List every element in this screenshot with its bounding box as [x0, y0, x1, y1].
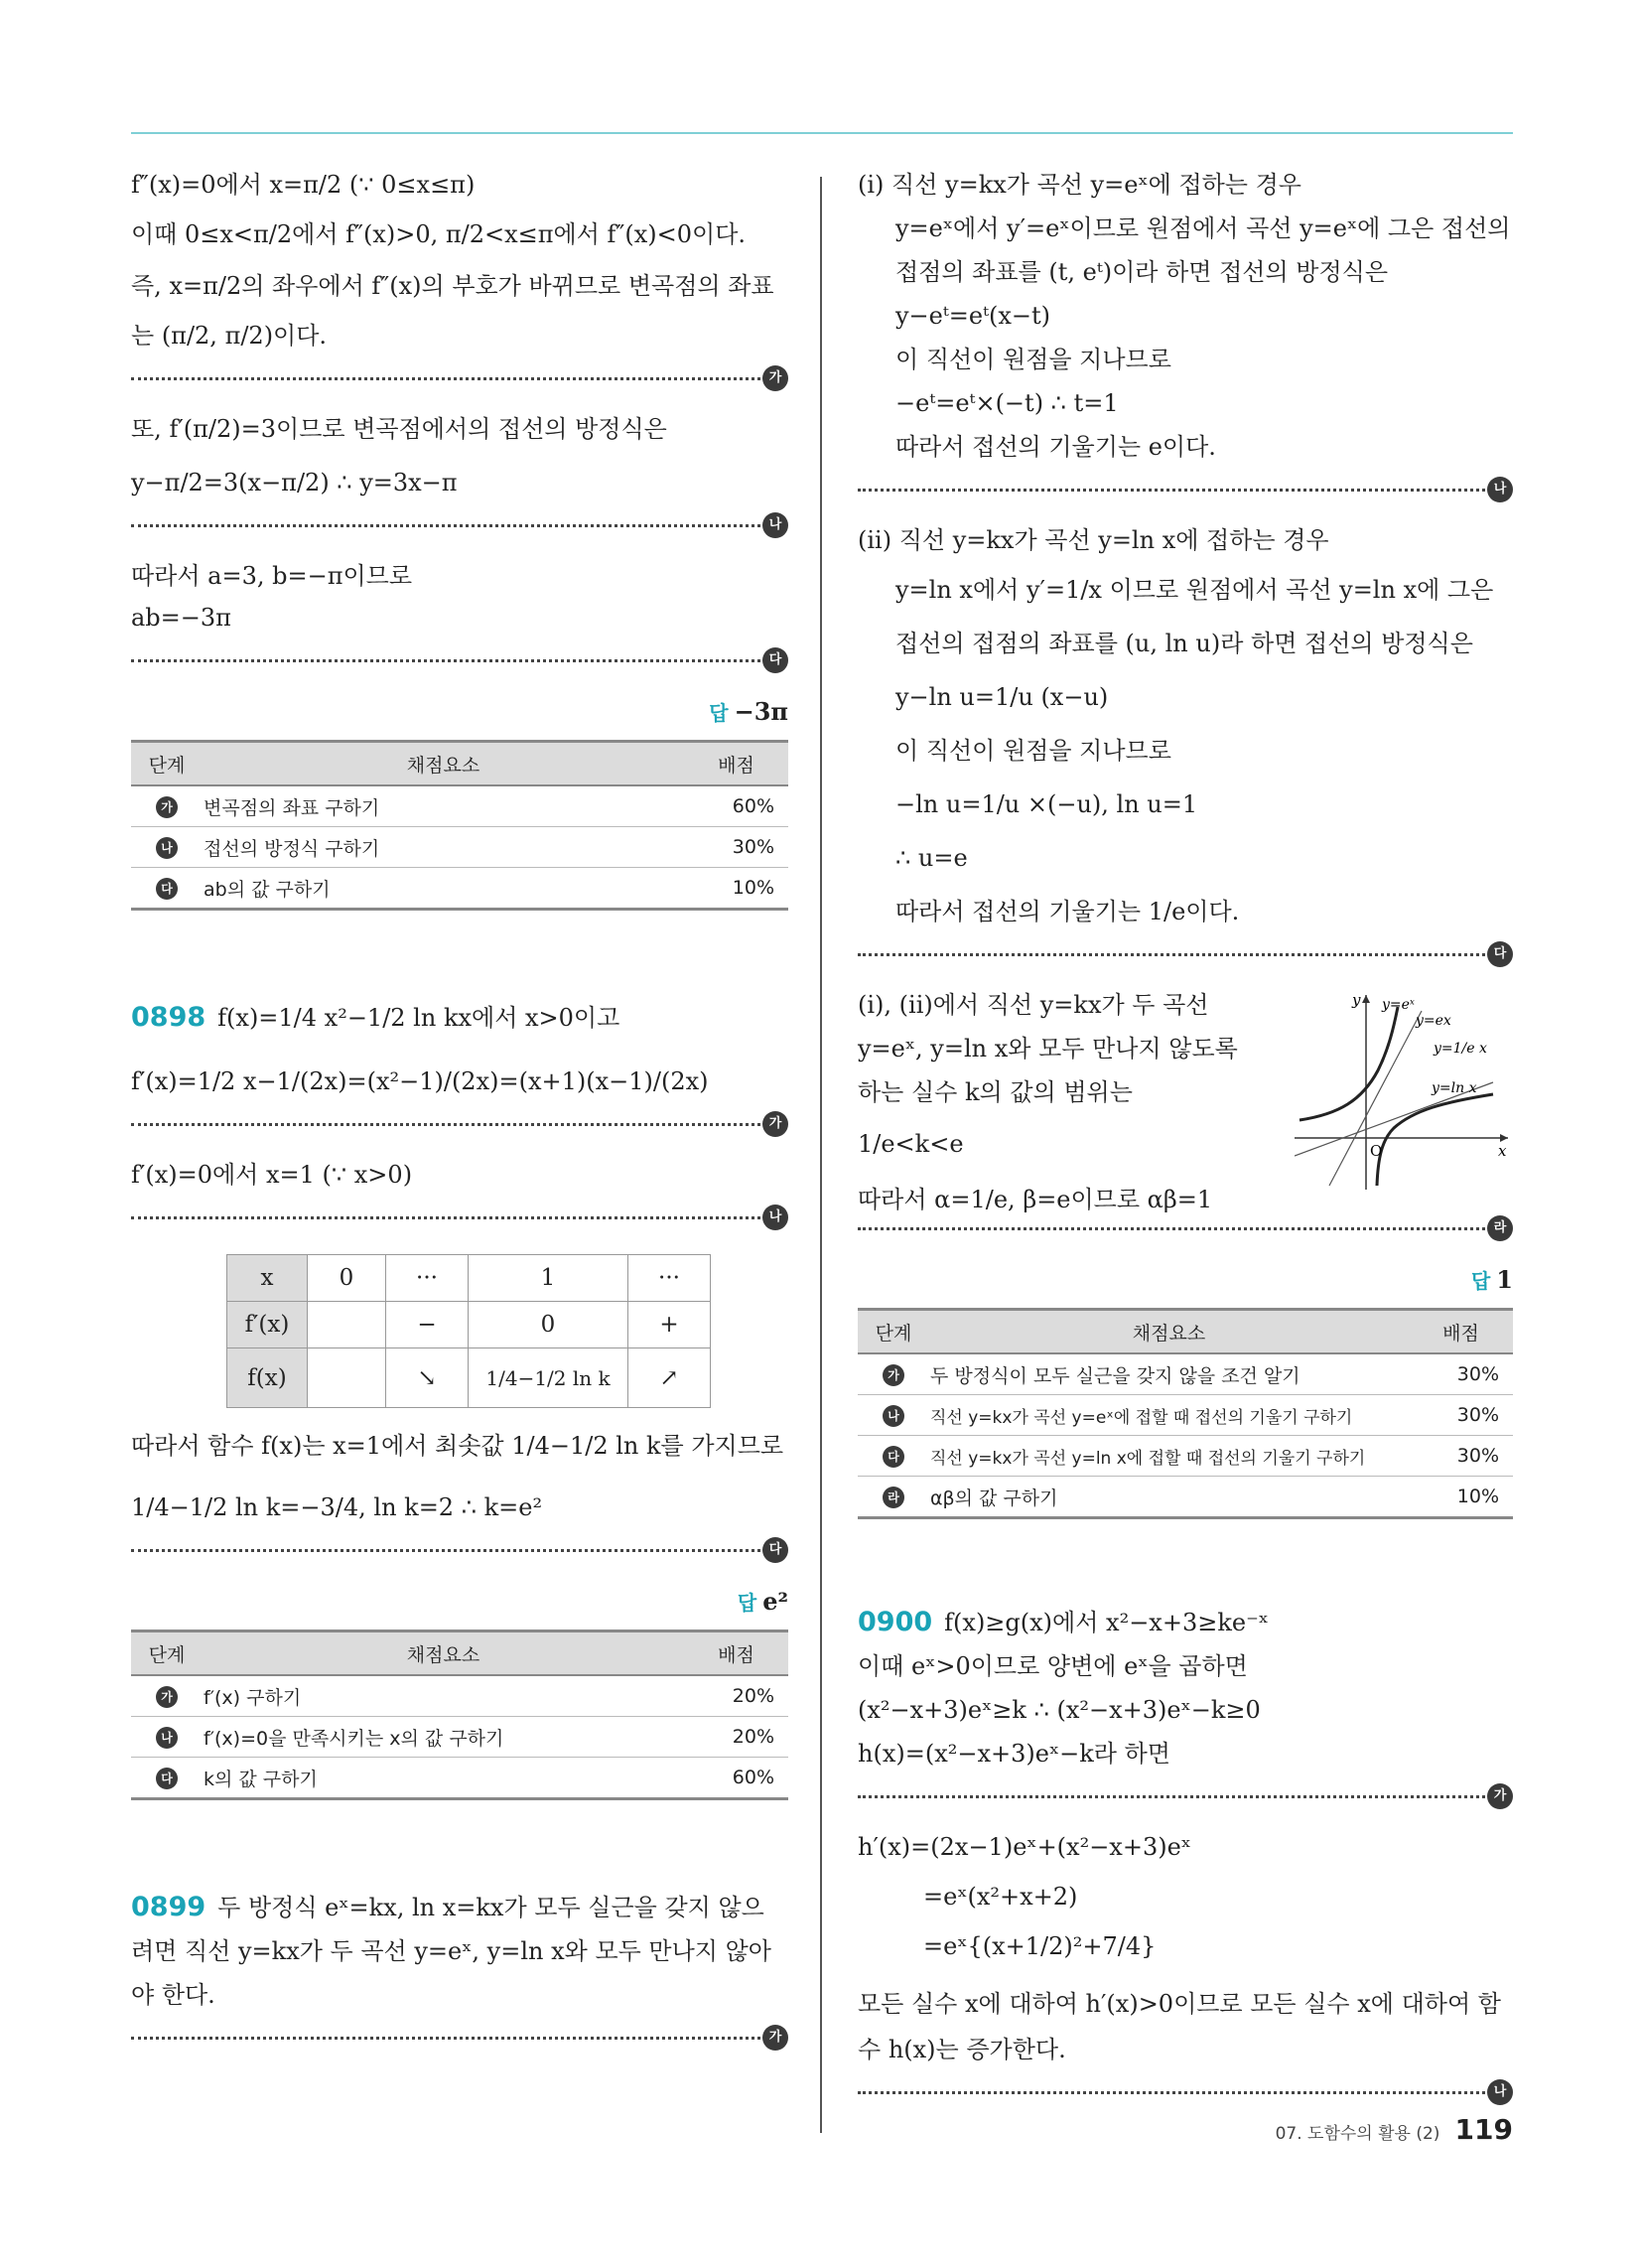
answer-0897 — [131, 697, 788, 726]
step-separator — [131, 1533, 788, 1567]
table-row — [131, 1717, 788, 1758]
step-mark-da: 다 — [1487, 941, 1513, 967]
left-column — [131, 171, 788, 2074]
table-row — [131, 1675, 788, 1717]
table-cell: 10% — [1409, 1477, 1513, 1518]
table-cell: αβ의 값 구하기 — [929, 1477, 1409, 1518]
th-points: 배점 — [684, 742, 788, 786]
table-cell: ↗ — [628, 1348, 711, 1408]
table-cell: − — [386, 1302, 469, 1348]
scoring-table-0898 — [131, 1630, 788, 1800]
text-line: −ln u=1/u ×(−u), ln u=1 — [895, 790, 1198, 818]
page-number: 119 — [1454, 2113, 1513, 2146]
text-line: y−ln u=1/u (x−u) — [895, 683, 1109, 711]
top-rule — [131, 132, 1513, 134]
step-mark-na: 나 — [1487, 2079, 1513, 2105]
problem-number: 0898 — [131, 1002, 206, 1033]
th-points: 배점 — [1409, 1310, 1513, 1354]
text-line: 따라서 a=3, b=−π이므로 — [131, 562, 413, 590]
text-line: 이 직선이 원점을 지나므로 — [895, 346, 1171, 373]
x-axis-label: x — [1498, 1142, 1507, 1160]
step-mark-na: 나 — [1487, 477, 1513, 502]
text-line: f(x)≥g(x)에서 x²−x+3≥ke⁻ˣ — [944, 1609, 1269, 1636]
text-line: f′(x)=0에서 x=1 (∵ x>0) — [131, 1161, 413, 1189]
text-line: f(x)=1/4 x²−1/2 ln kx에서 x>0이고 — [217, 1004, 620, 1032]
step-separator — [131, 643, 788, 677]
step-mark-da: 다 — [762, 647, 788, 673]
table-cell: 30% — [1409, 1436, 1513, 1477]
table-row — [131, 785, 788, 827]
answer-label: 답 — [737, 1591, 757, 1615]
table-cell: f′(x)=0을 만족시키는 x의 값 구하기 — [203, 1717, 684, 1758]
text-line: 두 방정식 eˣ=kx, ln x=kx가 모두 실근을 갖지 않으 — [217, 1894, 764, 1921]
problem-number: 0899 — [131, 1892, 206, 1922]
table-cell: 직선 y=kx가 곡선 y=eˣ에 접할 때 접선의 기울기 구하기 — [929, 1395, 1409, 1436]
problem-0898-line — [131, 1004, 788, 1032]
line-ex-label: y=ex — [1416, 1013, 1451, 1029]
text-line: ∴ u=e — [895, 844, 968, 872]
step-mark: 다 — [883, 1446, 904, 1468]
answer-label: 답 — [709, 701, 729, 725]
step-mark: 나 — [156, 1727, 178, 1749]
scoring-table-0897 — [131, 740, 788, 911]
table-cell: 1/4−1/2 ln k — [469, 1348, 628, 1408]
text-line: f″(x)=0에서 x=π/2 (∵ 0≤x≤π) — [131, 171, 476, 199]
step-mark-ga: 가 — [1487, 1783, 1513, 1809]
table-row — [131, 868, 788, 910]
text-line: 이때 0≤x<π/2에서 f″(x)>0, π/2<x≤π에서 f″(x)<0이다. — [131, 220, 747, 248]
table-cell: ab의 값 구하기 — [203, 868, 684, 910]
text-line: h′(x)=(2x−1)eˣ+(x²−x+3)eˣ — [858, 1833, 1191, 1861]
step-mark-ga: 가 — [762, 365, 788, 391]
answer-0899 — [858, 1265, 1513, 1294]
th-item: 채점요소 — [203, 1631, 684, 1676]
table-cell: ··· — [386, 1255, 469, 1302]
table-cell: 30% — [684, 827, 788, 868]
table-cell — [308, 1302, 386, 1348]
text-line: 려면 직선 y=kx가 두 곡선 y=eˣ, y=ln x와 모두 만나지 않아 — [131, 1937, 771, 1965]
table-cell: 60% — [684, 785, 788, 827]
y-axis-arrow — [1362, 995, 1370, 1003]
increase-decrease-table — [226, 1254, 711, 1408]
text-line: y−π/2=3(x−π/2) ∴ y=3x−π — [131, 469, 458, 496]
text-line: (x²−x+3)eˣ≥k ∴ (x²−x+3)eˣ−k≥0 — [858, 1696, 1261, 1724]
origin-label: O — [1370, 1142, 1383, 1160]
text-line: ab=−3π — [131, 604, 231, 632]
th-item: 채점요소 — [203, 742, 684, 786]
step-mark-ra: 라 — [1487, 1215, 1513, 1241]
y-axis-label: y — [1352, 991, 1361, 1009]
step-mark: 나 — [883, 1405, 904, 1427]
answer-value: e² — [762, 1587, 788, 1616]
th-step: 단계 — [131, 1631, 203, 1676]
step-mark-na: 나 — [762, 1205, 788, 1230]
step-separator — [131, 2021, 788, 2055]
step-mark-da: 다 — [762, 1537, 788, 1563]
table-cell: 10% — [684, 868, 788, 910]
text-line: (i) 직선 y=kx가 곡선 y=eˣ에 접하는 경우 — [858, 171, 1301, 199]
right-column — [858, 171, 1513, 2129]
text-line: 따라서 함수 f(x)는 x=1에서 최솟값 1/4−1/2 ln k를 가지므로 — [131, 1432, 784, 1460]
table-cell — [308, 1348, 386, 1408]
text-line: 따라서 α=1/e, β=e이므로 αβ=1 — [858, 1186, 1213, 1213]
column-divider — [820, 177, 822, 2133]
table-row — [858, 1395, 1513, 1436]
table-row — [858, 1477, 1513, 1518]
curve-exp — [1300, 1007, 1398, 1120]
step-separator — [858, 473, 1513, 506]
text-line: 즉, x=π/2의 좌우에서 f″(x)의 부호가 바뀌므로 변곡점의 좌표 — [131, 272, 774, 300]
chapter-title: 07. 도함수의 활용 (2) — [1275, 2124, 1440, 2144]
table-cell: k의 값 구하기 — [203, 1758, 684, 1799]
step-separator — [131, 508, 788, 542]
step-separator — [858, 2075, 1513, 2109]
text-line: y=ln x에서 y′=1/x 이므로 원점에서 곡선 y=ln x에 그은 — [895, 576, 1494, 604]
table-cell: 1 — [469, 1255, 628, 1302]
text-line: 1/4−1/2 ln k=−3/4, ln k=2 ∴ k=e² — [131, 1493, 543, 1521]
text-line: 는 (π/2, π/2)이다. — [131, 322, 328, 350]
text-line: f′(x)=1/2 x−1/(2x)=(x²−1)/(2x)=(x+1)(x−1)/(2x) — [131, 1067, 709, 1095]
text-line: (i), (ii)에서 직선 y=kx가 두 곡선 — [858, 991, 1209, 1019]
text-line: −eᵗ=eᵗ×(−t) ∴ t=1 — [895, 389, 1119, 417]
step-mark-ga: 가 — [762, 1111, 788, 1137]
table-cell: 30% — [1409, 1395, 1513, 1436]
text-line: 모든 실수 x에 대하여 h′(x)>0이므로 모든 실수 x에 대하여 함 — [858, 1990, 1501, 2018]
text-line: 따라서 접선의 기울기는 1/e이다. — [895, 898, 1240, 925]
th-step: 단계 — [131, 742, 203, 786]
text-line: 또, f′(π/2)=3이므로 변곡점에서의 접선의 방정식은 — [131, 415, 667, 443]
text-line: 이때 eˣ>0이므로 양변에 eˣ을 곱하면 — [858, 1652, 1248, 1680]
table-cell: 0 — [469, 1302, 628, 1348]
table-row — [131, 1758, 788, 1799]
line-1e-label: y=1/e x — [1434, 1041, 1487, 1057]
problem-0900-line — [858, 1609, 1513, 1636]
table-cell: x — [227, 1255, 308, 1302]
table-cell: 직선 y=kx가 곡선 y=ln x에 접할 때 접선의 기울기 구하기 — [929, 1436, 1409, 1477]
th-points: 배점 — [684, 1631, 788, 1676]
table-cell: 60% — [684, 1758, 788, 1799]
table-cell: 20% — [684, 1675, 788, 1717]
text-line: h(x)=(x²−x+3)eˣ−k라 하면 — [858, 1740, 1170, 1768]
table-cell: 30% — [1409, 1353, 1513, 1395]
table-cell: + — [628, 1302, 711, 1348]
table-cell: ··· — [628, 1255, 711, 1302]
step-separator — [131, 361, 788, 395]
table-cell: 접선의 방정식 구하기 — [203, 827, 684, 868]
table-cell: 20% — [684, 1717, 788, 1758]
problem-0899-line — [131, 1894, 788, 1921]
step-separator — [858, 1779, 1513, 1813]
tangent-lines-graph — [1295, 991, 1513, 1190]
step-mark: 다 — [156, 878, 178, 900]
text-line: 1/e<k<e — [858, 1130, 964, 1158]
text-line: 야 한다. — [131, 1981, 215, 2009]
text-line: =eˣ(x²+x+2) — [923, 1883, 1078, 1911]
page-footer — [1276, 2113, 1513, 2146]
step-mark: 가 — [156, 1686, 178, 1708]
table-cell: 0 — [308, 1255, 386, 1302]
table-cell: f′(x) 구하기 — [203, 1675, 684, 1717]
table-cell: f′(x) — [227, 1302, 308, 1348]
curve-exp-label: y=eˣ — [1382, 997, 1415, 1013]
text-line: y=eˣ, y=ln x와 모두 만나지 않도록 — [858, 1035, 1238, 1063]
answer-value: 1 — [1496, 1265, 1513, 1294]
step-separator — [858, 937, 1513, 971]
step-mark: 다 — [156, 1768, 178, 1789]
curve-ln — [1377, 1094, 1493, 1186]
text-line: 이 직선이 원점을 지나므로 — [895, 737, 1171, 765]
table-cell: f(x) — [227, 1348, 308, 1408]
step-mark-na: 나 — [762, 512, 788, 538]
table-cell: ↘ — [386, 1348, 469, 1408]
table-cell: 변곡점의 좌표 구하기 — [203, 785, 684, 827]
step-mark-ga: 가 — [762, 2025, 788, 2051]
x-axis-arrow — [1500, 1134, 1508, 1142]
answer-value: −3π — [734, 697, 788, 726]
text-line: (ii) 직선 y=kx가 곡선 y=ln x에 접하는 경우 — [858, 526, 1329, 554]
text-line: 접점의 좌표를 (t, eᵗ)이라 하면 접선의 방정식은 — [895, 258, 1389, 286]
text-line: 접선의 접점의 좌표를 (u, ln u)라 하면 접선의 방정식은 — [895, 630, 1473, 657]
text-line: 따라서 접선의 기울기는 e이다. — [895, 433, 1216, 461]
step-mark: 가 — [883, 1364, 904, 1386]
th-step: 단계 — [858, 1310, 929, 1354]
scoring-table-0899 — [858, 1308, 1513, 1519]
step-separator — [131, 1201, 788, 1234]
answer-0898 — [131, 1587, 788, 1616]
text-line: 하는 실수 k의 값의 범위는 — [858, 1078, 1133, 1106]
text-line: y=eˣ에서 y′=eˣ이므로 원점에서 곡선 y=eˣ에 그은 접선의 — [895, 214, 1511, 242]
curve-ln-label: y=ln x — [1432, 1080, 1477, 1096]
table-cell: 두 방정식이 모두 실근을 갖지 않을 조건 알기 — [929, 1353, 1409, 1395]
step-mark: 나 — [156, 837, 178, 859]
conclusion-block — [858, 991, 1513, 1213]
table-row — [131, 827, 788, 868]
text-line: y−eᵗ=eᵗ(x−t) — [895, 302, 1051, 330]
table-row — [858, 1353, 1513, 1395]
step-mark: 라 — [883, 1487, 904, 1508]
table-row — [858, 1436, 1513, 1477]
step-mark: 가 — [156, 796, 178, 818]
th-item: 채점요소 — [929, 1310, 1409, 1354]
text-line: 수 h(x)는 증가한다. — [858, 2036, 1066, 2063]
problem-number: 0900 — [858, 1607, 933, 1637]
step-separator — [131, 1107, 788, 1141]
text-line: =eˣ{(x+1/2)²+7/4} — [923, 1932, 1157, 1960]
answer-label: 답 — [1470, 1269, 1491, 1293]
step-separator — [858, 1211, 1513, 1245]
